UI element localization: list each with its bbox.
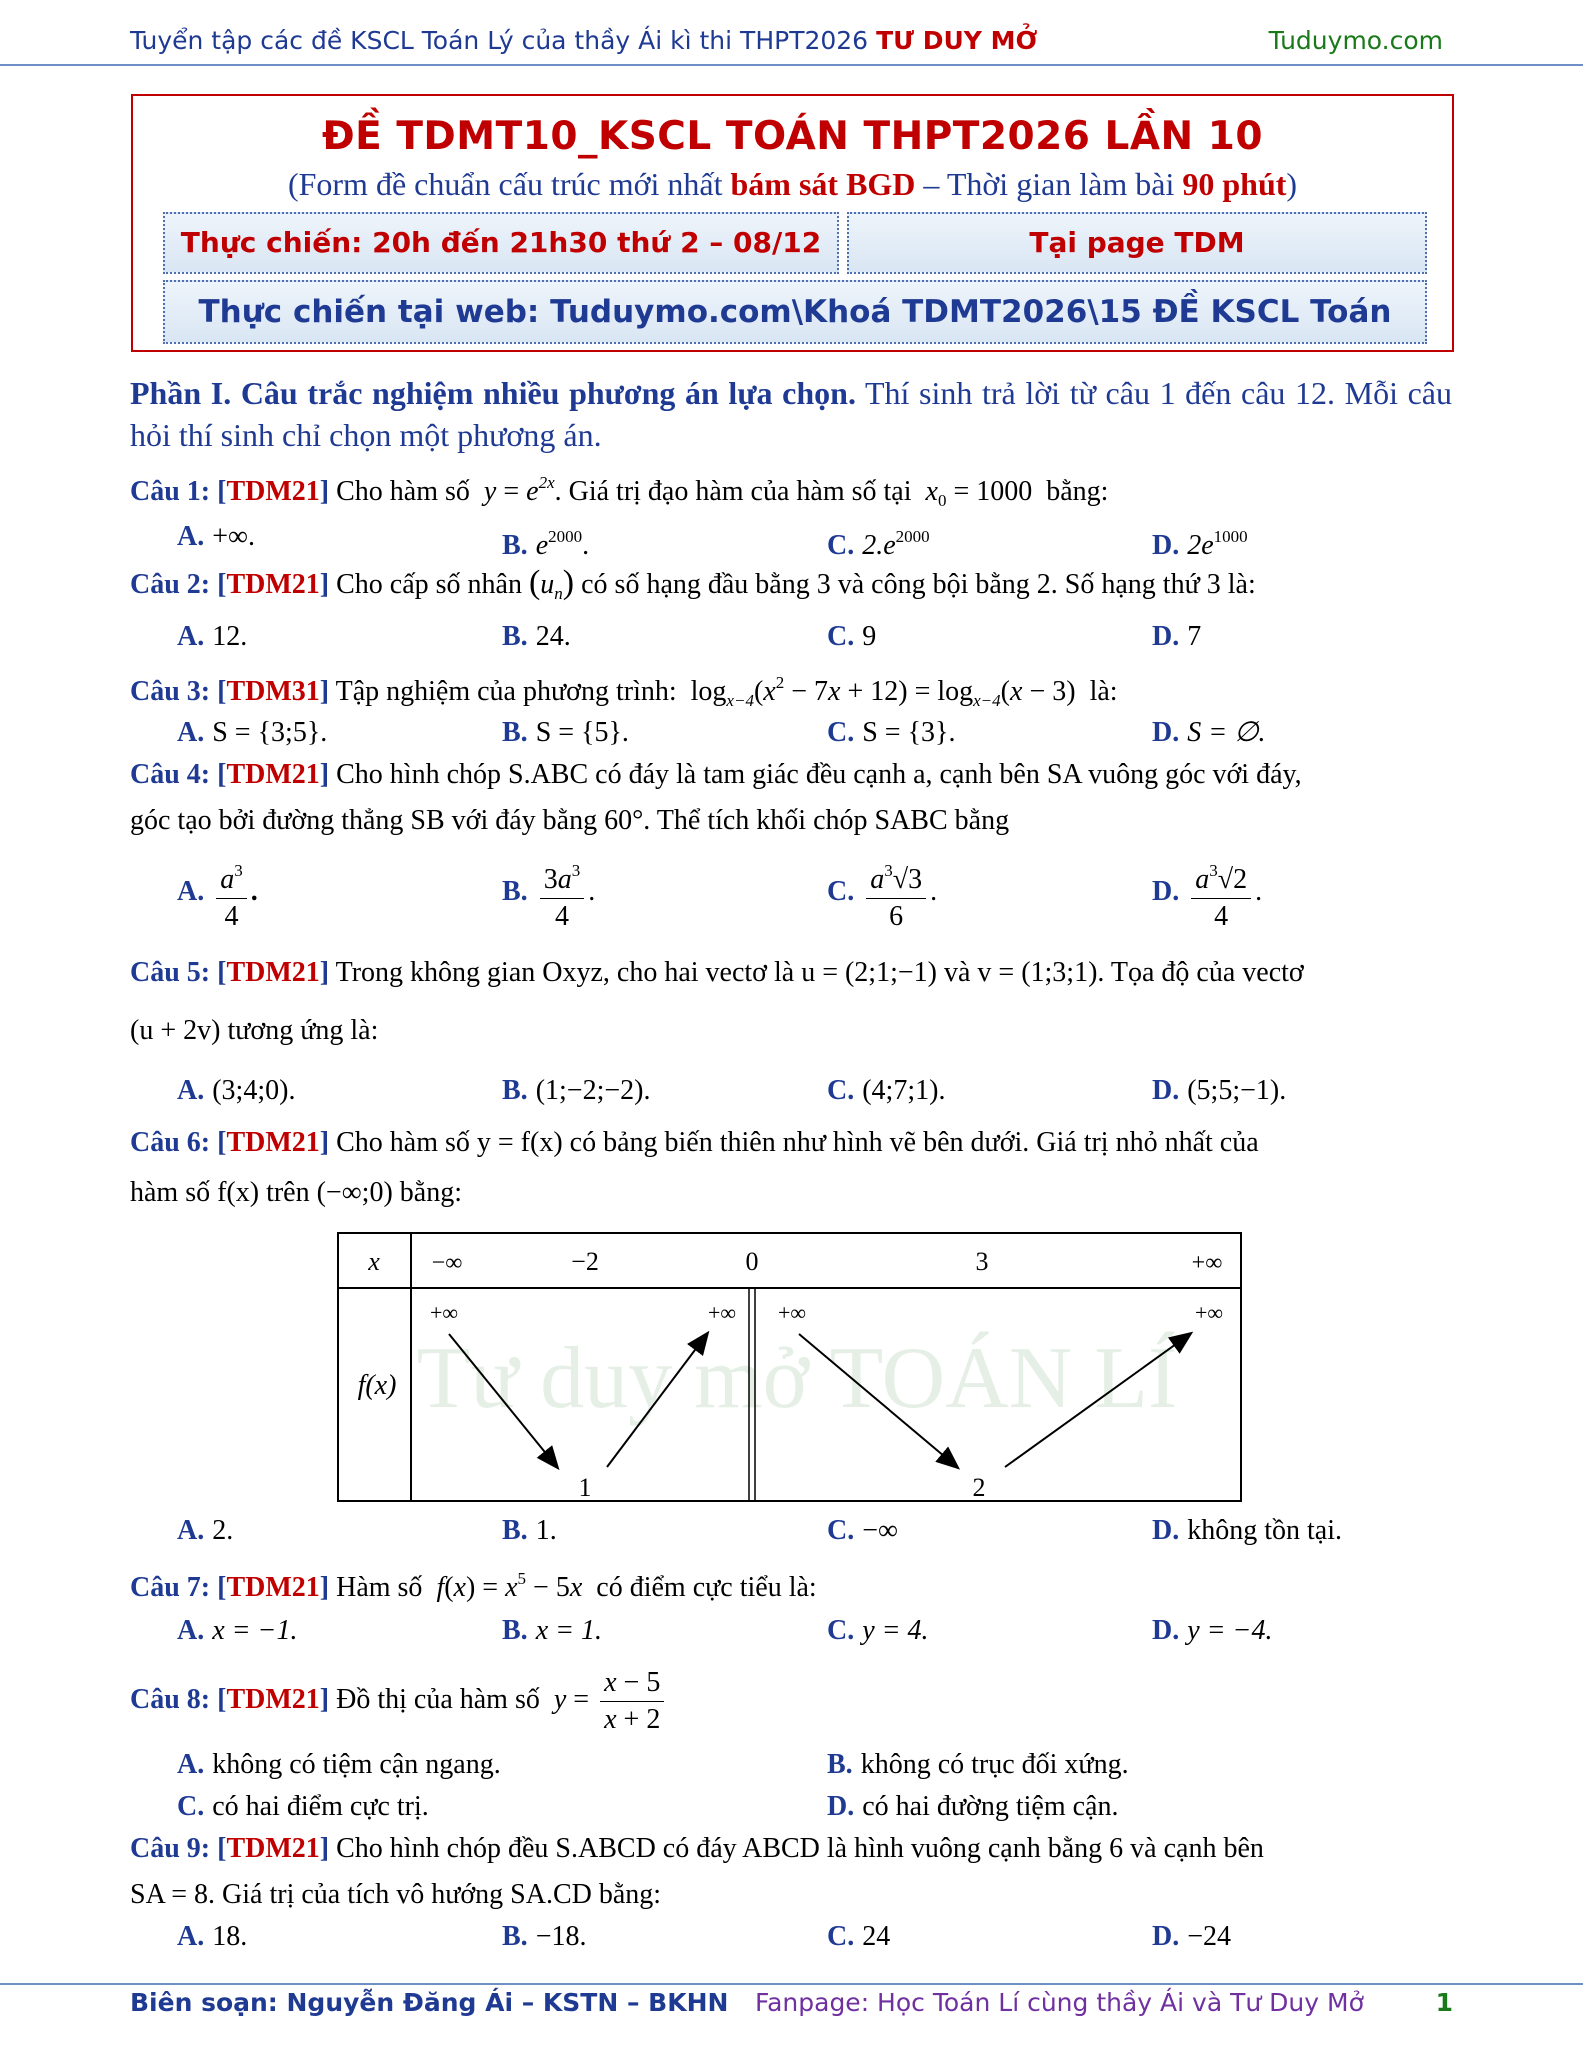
question-1: Câu 1: [TDM21] Cho hàm số $y = e^{2x}$. Giá trị đạo hàm của hàm số tại $x_0 = 1000$ bằng: [130,473,1109,510]
q9-option-a[interactable]: A. 18. [177,1921,248,1952]
section-title: Phần I. Câu trắc nghiệm nhiều phương án lựa chọn. Thí sinh trả lời từ câu 1 đến câu 12. Mỗi câu hỏi thí sinh chỉ chọn một phương án. [130,375,1453,453]
header-series-title: Tuyển tập các đề KSCL Toán Lý của thầy Ái kì thi THPT2026 TƯ DUY MỞ [130,26,1038,55]
q2-option-c[interactable]: C. 9 [827,621,877,652]
q6-option-c[interactable]: C. −∞ [827,1515,898,1546]
header-website[interactable]: Tuduymo.com [1268,26,1443,55]
q1-option-a[interactable]: A. +∞. [177,521,255,552]
question-3-options [177,710,1477,756]
exam-subtitle: (Form đề chuẩn cấu trúc mới nhất bám sát BGD – Thời gian làm bài 90 phút) [287,166,1298,202]
question-7: Câu 7: [TDM21] Hàm số $f(x) = x^5 - 5x$ có điểm cực tiểu là: [130,1569,817,1603]
q2-option-a[interactable]: A. 12. [177,621,248,652]
q3-option-a[interactable]: A. S = {3;5}. [177,717,328,748]
f-value: +∞ [1194,1300,1224,1325]
q4-option-a[interactable]: A. $\frac{a^3}{4}$ . [177,852,258,935]
question-9-options [177,1914,1477,1960]
q9-option-c[interactable]: C. 24 [827,1921,891,1952]
running-header [130,26,1443,66]
question-2-options [177,614,1477,660]
q4-option-b[interactable]: B. $\frac{3a^3}{4}$ . [502,852,595,935]
question-2: Câu 2: [TDM21] Cho cấp số nhân $(u_n)$ có số hạng đầu bằng 3 và công bội bằng 2. Số hạng thứ 3 là: [130,564,1256,603]
q7-option-d[interactable]: D. y = −4. [1152,1615,1273,1646]
question-6: Câu 6: [TDM21] Cho hàm số y = f(x) có bảng biến thiên như hình vẽ bên dưới. Giá trị nhỏ nhất của hàm số f(x) trên (−∞;0) bằng: [130,1127,1259,1208]
page-number: 1 [1435,1988,1453,2017]
x-value: −2 [571,1247,599,1276]
question-8-options-row2 [177,1784,1477,1830]
question-9: Câu 9: [TDM21] Cho hình chóp đều S.ABCD có đáy ABCD là hình vuông cạnh bằng 6 và cạnh bên SA = 8. Giá trị của tích vô hướng SA.CD bằng: [130,1833,1264,1910]
footer-fanpage[interactable]: Fanpage: Học Toán Lí cùng thầy Ái và Tư Duy Mở [755,1988,1364,2017]
web-link-cell[interactable]: Thực chiến tại web: Tuduymo.com\Khoá TDMT2026\15 ĐỀ KSCL Toán [163,280,1427,344]
q8-option-b[interactable]: B. không có trục đối xứng. [827,1749,1129,1780]
q3-option-b[interactable]: B. S = {5}. [502,717,629,748]
question-4-options [177,852,1477,932]
q8-option-a[interactable]: A. không có tiệm cận ngang. [177,1749,501,1780]
x-value: 3 [975,1247,989,1276]
f-value: 1 [578,1473,592,1502]
schedule-cell: Thực chiến: 20h đến 21h30 thứ 2 – 08/12 [163,212,839,274]
q1-option-d[interactable]: D. $2e^{1000}$ [1152,527,1248,561]
q3-option-d[interactable]: D. S = ∅. [1152,717,1266,748]
q7-option-c[interactable]: C. y = 4. [827,1615,929,1646]
q2-option-d[interactable]: D. 7 [1152,621,1202,652]
question-4: Câu 4: [TDM21] Cho hình chóp S.ABC có đáy là tam giác đều cạnh a, cạnh bên SA vuông góc với đáy, góc tạo bởi đường thẳng SB với đáy bằng 60°. Thể tích khối chóp SABC bằng [130,759,1302,836]
header-divider [0,64,1583,66]
q7-option-a[interactable]: A. x = −1. [177,1615,298,1646]
question-3: Câu 3: [TDM31] Tập nghiệm của phương trình: $\log_{x-4}(x^2 - 7x + 12) = \log_{x-4}(x - 3)$ là: [130,673,1118,710]
q4-option-d[interactable]: D. $\frac{a^3√2}{4}$ . [1152,852,1262,935]
header-brand: TƯ DUY MỞ [876,26,1038,55]
q5-option-a[interactable]: A. (3;4;0). [177,1075,296,1106]
q5-option-b[interactable]: B. (1;−2;−2). [502,1075,651,1106]
footer-divider [0,1983,1583,1985]
venue-cell: Tại page TDM [847,212,1427,274]
q9-option-d[interactable]: D. −24 [1152,1921,1232,1952]
question-6-options [177,1508,1477,1554]
q1-option-b[interactable]: B. $e^{2000}$. [502,527,590,561]
x-value: 0 [745,1247,759,1276]
q5-option-d[interactable]: D. (5;5;−1). [1152,1075,1287,1106]
question-8-options-row1 [177,1742,1477,1788]
page-footer [130,1988,1453,2028]
q4-option-c[interactable]: C. $\frac{a^3√3}{6}$ . [827,852,937,935]
x-value: +∞ [1191,1250,1223,1276]
x-value: −∞ [431,1250,463,1276]
variation-table [337,1232,1242,1502]
question-1-options [177,514,1477,560]
f-value: 2 [972,1473,986,1502]
question-8: Câu 8: [TDM21] Đồ thị của hàm số y = $\frac{x - 5}{x + 2}$ [130,1660,1452,1740]
q6-option-d[interactable]: D. không tồn tại. [1152,1515,1342,1546]
q8-option-c[interactable]: C. có hai điểm cực trị. [177,1791,429,1822]
question-5-options [177,1068,1477,1114]
q6-option-a[interactable]: A. 2. [177,1515,234,1546]
f-value: +∞ [777,1300,807,1325]
footer-author: Biên soạn: Nguyễn Đăng Ái – KSTN – BKHN [130,1988,729,2017]
q9-option-b[interactable]: B. −18. [502,1921,587,1952]
q2-option-b[interactable]: B. 24. [502,621,571,652]
q7-option-b[interactable]: B. x = 1. [502,1615,603,1646]
q1-option-c[interactable]: C. $2.e^{2000}$ [827,527,930,561]
f-label: f(x) [357,1370,397,1401]
q6-option-b[interactable]: B. 1. [502,1515,557,1546]
q5-option-c[interactable]: C. (4;7;1). [827,1075,946,1106]
f-value: +∞ [429,1300,459,1325]
table-watermark: Tư duy mở TOÁN LÍ [416,1330,1178,1427]
exam-title-box [131,94,1454,352]
question-7-options [177,1608,1477,1654]
question-5: Câu 5: [TDM21] Trong không gian Oxyz, cho hai vectơ là u = (2;1;−1) và v = (1;3;1). Tọa độ của vectơ (u + 2v) tương ứng là: [130,957,1304,1046]
q3-option-c[interactable]: C. S = {3}. [827,717,956,748]
x-label: x [368,1247,380,1276]
q8-option-d[interactable]: D. có hai đường tiệm cận. [827,1791,1119,1822]
exam-title: ĐỀ TDMT10_KSCL TOÁN THPT2026 LẦN 10 [321,114,1264,159]
f-value: +∞ [707,1300,737,1325]
